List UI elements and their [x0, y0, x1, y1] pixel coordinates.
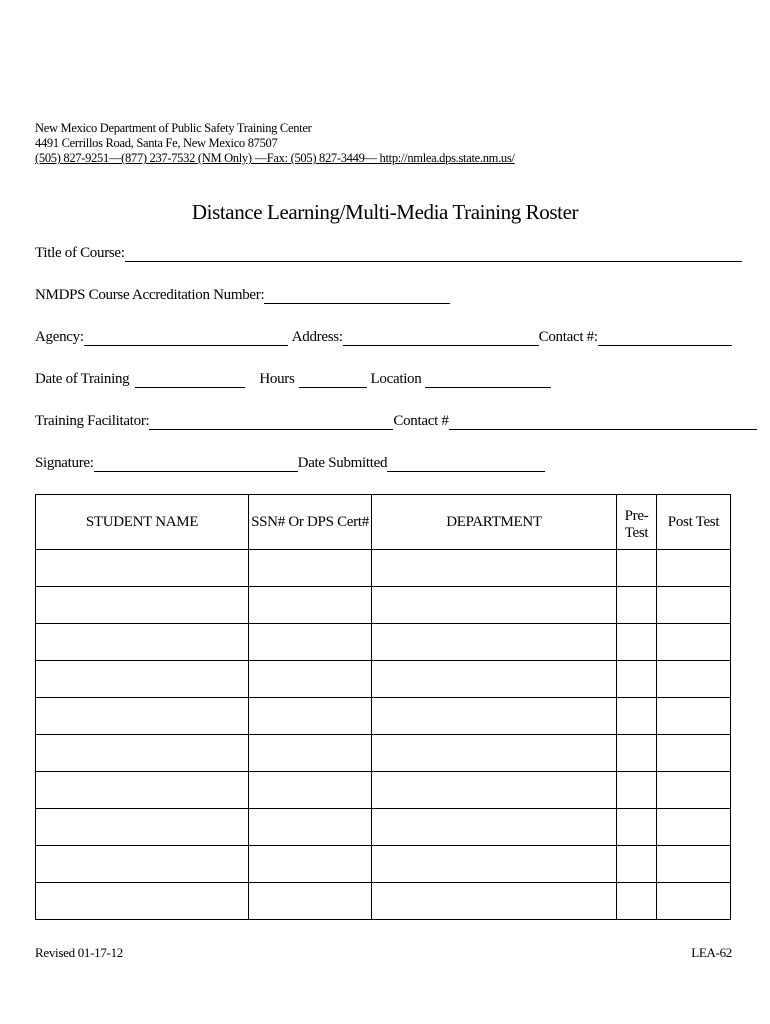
course-title-row — [35, 245, 742, 262]
ssn-cell[interactable] — [249, 698, 372, 735]
column-header-department: DEPARTMENT — [372, 495, 617, 550]
hours-field[interactable] — [299, 373, 367, 388]
post-test-cell[interactable] — [657, 587, 731, 624]
department-cell[interactable] — [372, 587, 617, 624]
pre-test-line2: Test — [624, 525, 649, 541]
table-header-row — [36, 495, 731, 550]
ssn-cell[interactable] — [249, 587, 372, 624]
column-header-pre-test — [617, 495, 657, 550]
department-cell[interactable] — [372, 550, 617, 587]
department-cell[interactable] — [372, 661, 617, 698]
student-name-cell[interactable] — [36, 846, 249, 883]
ssn-cell[interactable] — [249, 809, 372, 846]
department-cell[interactable] — [372, 846, 617, 883]
student-name-cell[interactable] — [36, 661, 249, 698]
revised-date: Revised 01-17-12 — [35, 945, 123, 960]
ssn-cell[interactable] — [249, 661, 372, 698]
facilitator-contact-label: Contact # — [393, 413, 449, 429]
pre-test-cell[interactable] — [617, 846, 657, 883]
student-name-cell[interactable] — [36, 698, 249, 735]
date-of-training-label: Date of Training — [35, 371, 130, 387]
table-row — [36, 809, 731, 846]
table-row — [36, 846, 731, 883]
course-title-field[interactable] — [125, 247, 742, 262]
department-cell[interactable] — [372, 883, 617, 920]
pre-test-cell[interactable] — [617, 772, 657, 809]
agency-contact-field[interactable] — [598, 331, 732, 346]
post-test-cell[interactable] — [657, 809, 731, 846]
date-submitted-field[interactable] — [387, 457, 545, 472]
student-name-cell[interactable] — [36, 587, 249, 624]
post-test-cell[interactable] — [657, 883, 731, 920]
table-row — [36, 772, 731, 809]
address-label: Address: — [291, 329, 343, 345]
student-name-cell[interactable] — [36, 735, 249, 772]
location-field[interactable] — [425, 373, 551, 388]
table-row — [36, 735, 731, 772]
pre-test-cell[interactable] — [617, 550, 657, 587]
location-label: Location — [370, 371, 422, 387]
accreditation-label: NMDPS Course Accreditation Number: — [35, 287, 265, 303]
table-row — [36, 661, 731, 698]
ssn-cell[interactable] — [249, 624, 372, 661]
column-header-post-test: Post Test — [657, 495, 731, 550]
form-title: Distance Learning/Multi-Media Training Roster — [191, 200, 579, 224]
table-row — [36, 624, 731, 661]
pre-test-cell[interactable] — [617, 698, 657, 735]
post-test-cell[interactable] — [657, 735, 731, 772]
pre-test-cell[interactable] — [617, 587, 657, 624]
pre-test-cell[interactable] — [617, 809, 657, 846]
pre-test-cell[interactable] — [617, 624, 657, 661]
hours-label: Hours — [259, 371, 295, 387]
facilitator-row — [35, 413, 757, 430]
facilitator-contact-field[interactable] — [449, 415, 757, 430]
accreditation-row — [35, 287, 450, 304]
pre-test-cell[interactable] — [617, 883, 657, 920]
post-test-cell[interactable] — [657, 624, 731, 661]
address-field[interactable] — [343, 331, 539, 346]
ssn-cell[interactable] — [249, 883, 372, 920]
date-submitted-label: Date Submitted — [297, 455, 388, 471]
pre-test-line1: Pre- — [624, 508, 649, 524]
signature-field[interactable] — [94, 457, 298, 472]
pre-test-cell[interactable] — [617, 735, 657, 772]
post-test-cell[interactable] — [657, 661, 731, 698]
table-row — [36, 698, 731, 735]
table-row — [36, 587, 731, 624]
agency-field[interactable] — [84, 331, 288, 346]
post-test-cell[interactable] — [657, 550, 731, 587]
signature-row — [35, 455, 545, 472]
department-cell[interactable] — [372, 772, 617, 809]
column-header-student-name: STUDENT NAME — [36, 495, 249, 550]
post-test-cell[interactable] — [657, 772, 731, 809]
post-test-cell[interactable] — [657, 846, 731, 883]
table-row — [36, 883, 731, 920]
student-name-cell[interactable] — [36, 883, 249, 920]
accreditation-field[interactable] — [264, 289, 450, 304]
ssn-cell[interactable] — [249, 550, 372, 587]
facilitator-field[interactable] — [149, 415, 393, 430]
department-cell[interactable] — [372, 698, 617, 735]
student-name-cell[interactable] — [36, 624, 249, 661]
table-row — [36, 550, 731, 587]
course-title-label: Title of Course: — [35, 245, 125, 261]
agency-header — [35, 121, 515, 166]
pre-test-cell[interactable] — [617, 661, 657, 698]
student-name-cell[interactable] — [36, 550, 249, 587]
org-contact: (505) 827-9251—(877) 237-7532 (NM Only) —Fax: (505) 827-3449— http://nmlea.dps.state.nm.us/ — [35, 151, 515, 165]
date-of-training-field[interactable] — [135, 373, 245, 388]
column-header-ssn: SSN# Or DPS Cert# — [249, 495, 372, 550]
org-address: 4491 Cerrillos Road, Santa Fe, New Mexico 87507 — [35, 136, 278, 150]
ssn-cell[interactable] — [249, 846, 372, 883]
training-date-row — [35, 371, 551, 388]
facilitator-label: Training Facilitator: — [35, 413, 150, 429]
agency-contact-label: Contact #: — [538, 329, 598, 345]
department-cell[interactable] — [372, 735, 617, 772]
student-name-cell[interactable] — [36, 772, 249, 809]
agency-label: Agency: — [35, 329, 84, 345]
ssn-cell[interactable] — [249, 772, 372, 809]
department-cell[interactable] — [372, 809, 617, 846]
department-cell[interactable] — [372, 624, 617, 661]
ssn-cell[interactable] — [249, 735, 372, 772]
form-id: LEA-62 — [691, 945, 732, 960]
org-name: New Mexico Department of Public Safety Training Center — [35, 121, 312, 135]
signature-label: Signature: — [35, 455, 94, 471]
student-name-cell[interactable] — [36, 809, 249, 846]
roster-body — [36, 550, 731, 920]
agency-row — [35, 329, 732, 346]
roster-table — [35, 494, 731, 920]
post-test-cell[interactable] — [657, 698, 731, 735]
